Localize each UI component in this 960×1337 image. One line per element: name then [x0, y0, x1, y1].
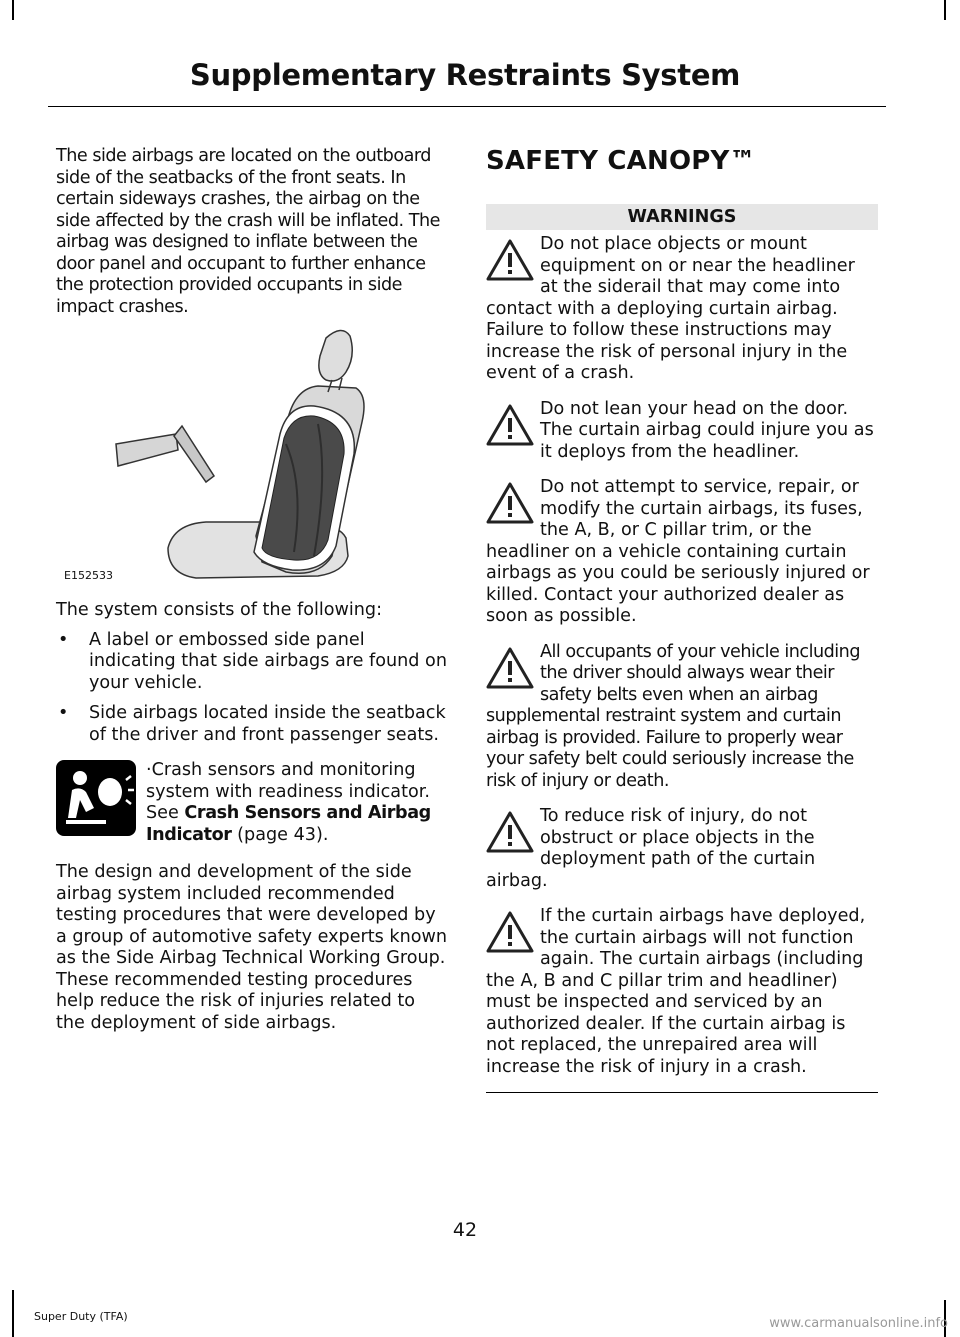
design-paragraph: The design and development of the side airbag system included recommended testing procedures that were developed by a group of automotive safety experts known as the Side Airbag Technical Working Group. These recommended testing procedures help reduce the risk of injuries related to the deployment of side airbags.	[56, 862, 448, 1033]
warnings-end-rule	[486, 1092, 878, 1093]
bullet-dot: •	[58, 703, 69, 723]
section-heading: SAFETY CANOPY™	[486, 146, 756, 176]
cross-reference-link[interactable]: Crash Sensors and Airbag Indicator	[146, 803, 431, 845]
warning-item: Do not attempt to service, repair, or modify the curtain airbags, its fuses, the A, B, or C pillar trim, or the headliner on a vehicle containing curtain airbags as you could be seriously injured or killed. Contact your authorized dealer as soon as possible.	[486, 477, 870, 626]
system-intro: The system consists of the following:	[56, 600, 383, 620]
seat-airbag-illustration	[56, 326, 448, 588]
warning-triangle-icon	[486, 403, 534, 447]
airbag-indicator-block	[56, 760, 448, 846]
list-item: • Side airbags located inside the seatback of the driver and front passenger seats.	[58, 703, 446, 745]
crop-mark-top-right	[944, 0, 946, 20]
warnings-header: WARNINGS	[486, 204, 878, 230]
page-title: Supplementary Restraints System	[189, 58, 741, 92]
right-column	[486, 146, 878, 1093]
system-components-list	[56, 630, 448, 747]
warning-item: Do not place objects or mount equipment on or near the headliner at the siderail that may come into contact with a deploying curtain airbag. Failure to follow these instructions may increase the risk of personal injury in the event of a crash.	[486, 234, 855, 383]
warning-item: All occupants of your vehicle including the driver should always wear their safety belts even when an airbag supplemental restraint system and curtain airbag is provided. Failure to properly wear your safety belt could seriously increase the risk of injury or death.	[486, 641, 861, 791]
figure-code: E152533	[64, 569, 113, 582]
list-item: • A label or embossed side panel indicating that side airbags are found on your vehicle.	[58, 629, 447, 693]
side-airbag-intro: The side airbags are located on the outboard side of the seatbacks of the front seats. In certain sideways crashes, the airbag on the side affected by the crash will be inflated. The airbag was designed to inflate between the door panel and occupant to further enhance the protection provided occupants in side impact crashes.	[56, 146, 440, 317]
warning-triangle-icon	[486, 646, 534, 690]
warning-item: If the curtain airbags have deployed, the curtain airbags will not function again. The curtain airbags (including the A, B and C pillar trim and headliner) must be inspected and serviced by an authorized dealer. If the curtain airbag is not replaced, the unrepaired area will increase the risk of injury in a crash.	[486, 906, 866, 1077]
warning-triangle-icon	[486, 910, 534, 954]
indicator-text: ·Crash sensors and monitoring system with readiness indicator. See Crash Sensors and Airbag Indicator (page 43).	[146, 760, 431, 845]
watermark: www.carmanualsonline.info	[769, 1316, 948, 1331]
left-column	[56, 146, 448, 1034]
warning-triangle-icon	[486, 238, 534, 282]
page-number: 42	[452, 1219, 478, 1241]
book-title: Super Duty (TFA)	[34, 1310, 128, 1323]
airbag-warning-icon	[56, 760, 136, 836]
bullet-dot: •	[58, 629, 69, 650]
crop-mark-top-left	[12, 0, 14, 20]
warning-triangle-icon	[486, 810, 534, 854]
seat-illustration-icon	[56, 326, 448, 588]
crop-mark-bottom-left	[12, 1290, 14, 1337]
warning-triangle-icon	[486, 481, 534, 525]
warning-item: To reduce risk of injury, do not obstruct or place objects in the deployment path of the curtain airbag.	[486, 806, 816, 891]
header-rule	[48, 106, 886, 107]
warning-item: Do not lean your head on the door. The curtain airbag could injure you as it deploys from the headliner.	[486, 399, 878, 464]
